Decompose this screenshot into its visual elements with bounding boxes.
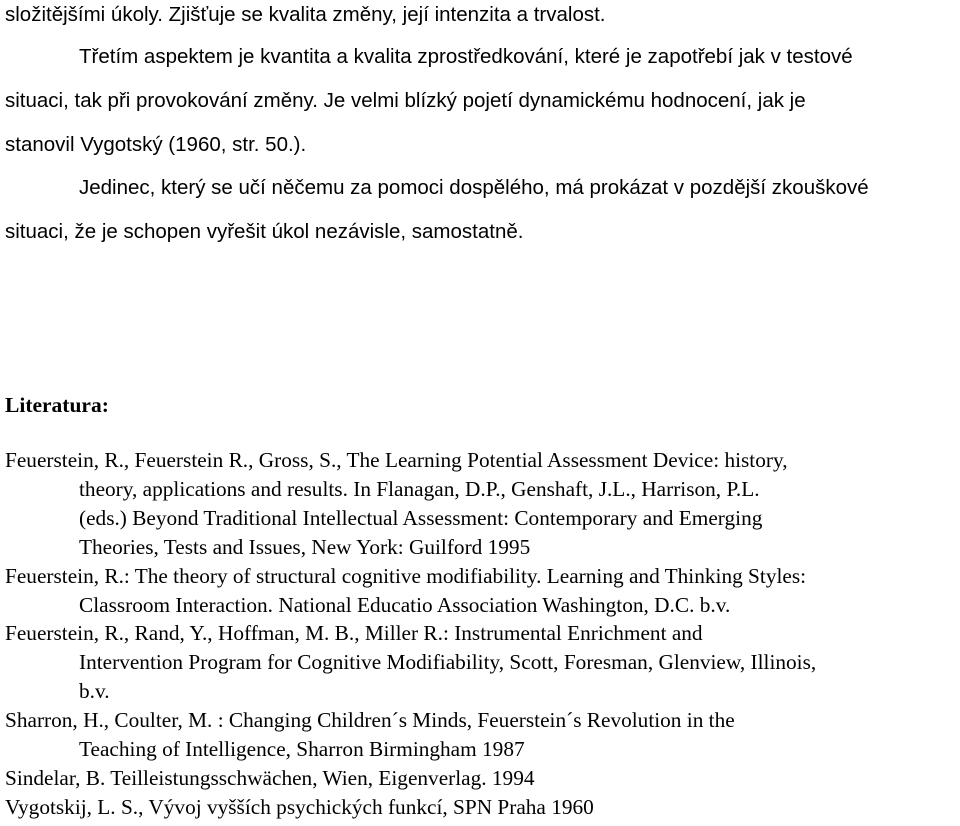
reference-list [5, 446, 956, 822]
text-line: situaci, že je schopen vyřešit úkol nezávisle, samostatně. [5, 220, 524, 243]
reference-line: Teaching of Intelligence, Sharron Birmingham 1987 [79, 737, 525, 762]
text-line: Jedinec, který se učí něčemu za pomoci dospělého, má prokázat v pozdější zkouškové [79, 176, 869, 199]
paragraph-mediation-aspect [5, 42, 952, 174]
reference-line: (eds.) Beyond Traditional Intellectual Assessment: Contemporary and Emerging [79, 505, 763, 530]
reference-line: b.v. [79, 679, 110, 704]
reference-item [5, 619, 956, 706]
reference-item [5, 793, 956, 822]
text-line: Třetím aspektem je kvantita a kvalita zprostředkování, které je zapotřebí jak v testové [79, 45, 853, 68]
text-line: stanovil Vygotský (1960, str. 50.). [5, 133, 307, 156]
text-line: složitějšími úkoly. Zjišťuje se kvalita změny, její intenzita a trvalost. [5, 3, 606, 26]
reference-line: Feuerstein, R., Feuerstein R., Gross, S., The Learning Potential Assessment Device: history, [5, 448, 788, 472]
text-line: situaci, tak při provokování změny. Je velmi blízký pojetí dynamickému hodnocení, jak je [5, 89, 806, 112]
reference-item [5, 706, 956, 764]
paragraph-continuation [5, 0, 952, 44]
reference-line: Feuerstein, R., Rand, Y., Hoffman, M. B., Miller R.: Instrumental Enrichment and [5, 621, 703, 646]
reference-line: Sindelar, B. Teilleistungsschwächen, Wien, Eigenverlag. 1994 [5, 765, 535, 790]
reference-item [5, 562, 956, 620]
reference-item [5, 446, 956, 562]
reference-line: Theories, Tests and Issues, New York: Guilford 1995 [79, 534, 531, 559]
reference-line: Classroom Interaction. National Educatio Association Washington, D.C. b.v. [79, 592, 731, 617]
reference-line: Sharron, H., Coulter, M. : Changing Children´s Minds, Feuerstein´s Revolution in the [5, 708, 735, 733]
reference-line: Vygotskij, L. S., Vývoj vyšších psychických funkcí, SPN Praha 1960 [5, 794, 594, 819]
reference-line: Feuerstein, R.: The theory of structural cognitive modifiability. Learning and Thinking Styles: [5, 563, 807, 588]
reference-item [5, 764, 956, 793]
reference-line: theory, applications and results. In Flanagan, D.P., Genshaft, J.L., Harrison, P.L. [79, 476, 760, 501]
reference-line: Intervention Program for Cognitive Modifiability, Scott, Foresman, Glenview, Illinois, [79, 650, 817, 675]
paragraph-individual [5, 173, 952, 261]
literature-heading: Literatura: [5, 393, 109, 417]
